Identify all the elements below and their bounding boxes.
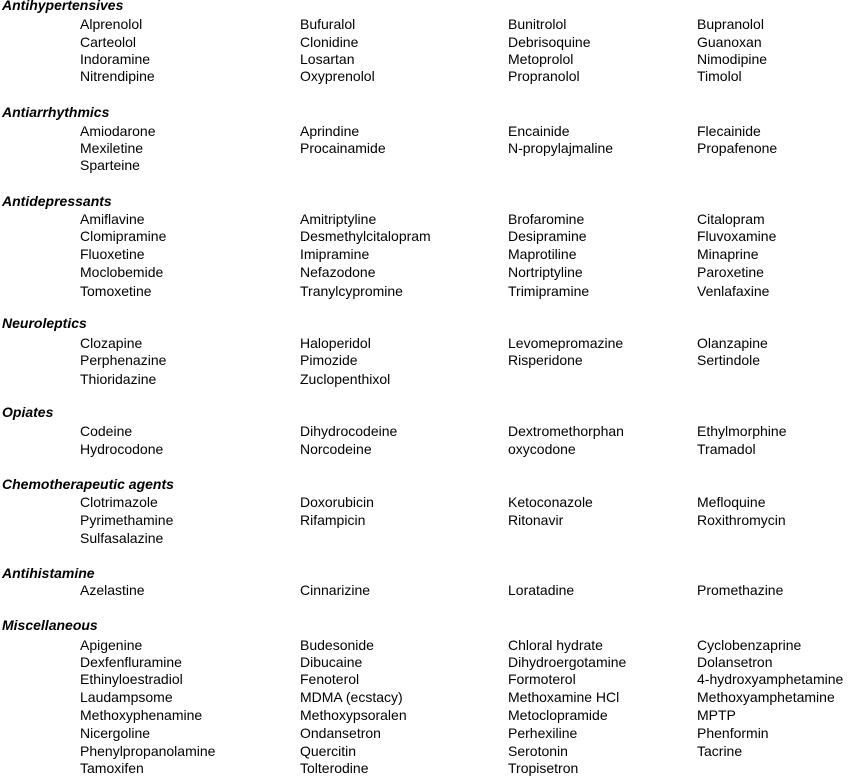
drug-name: Promethazine	[697, 582, 784, 598]
drug-row	[0, 441, 850, 459]
drug-name: Ritonavir	[508, 512, 564, 528]
drug-name: Tomoxetine	[80, 283, 152, 299]
drug-name: Dihydroergotamine	[508, 654, 627, 670]
drug-name: Olanzapine	[697, 335, 768, 351]
section-title: Miscellaneous	[2, 617, 98, 633]
drug-name: Laudampsome	[80, 689, 173, 705]
drug-name: Nitrendipine	[80, 68, 155, 84]
drug-name: Tamoxifen	[80, 760, 144, 776]
drug-name: Fluvoxamine	[697, 228, 777, 244]
drug-name: Phenformin	[697, 725, 769, 741]
drug-name: Apigenine	[80, 637, 143, 653]
drug-name: Fenoterol	[300, 671, 360, 687]
drug-name: Risperidone	[508, 352, 583, 368]
drug-row	[0, 371, 850, 389]
drug-row	[0, 582, 850, 600]
drug-row	[0, 157, 850, 175]
drug-name: Doxorubicin	[300, 494, 374, 510]
drug-name: N-propylajmaline	[508, 140, 614, 156]
drug-name: Flecainide	[697, 123, 761, 139]
drug-name: Ondansetron	[300, 725, 381, 741]
drug-name: Pimozide	[300, 352, 358, 368]
section-title: Antiarrhythmics	[2, 104, 110, 120]
drug-row	[0, 16, 850, 34]
drug-row	[0, 654, 850, 672]
drug-name: Nefazodone	[300, 264, 376, 280]
drug-name: Encainide	[508, 123, 570, 139]
drug-name: Paroxetine	[697, 264, 764, 280]
drug-name: oxycodone	[508, 441, 576, 457]
drug-name: Moclobemide	[80, 264, 164, 280]
drug-row	[0, 283, 850, 301]
drug-name: Alprenolol	[80, 16, 143, 32]
drug-name: Metoprolol	[508, 51, 574, 67]
drug-name: Bufuralol	[300, 16, 356, 32]
drug-name: Nortriptyline	[508, 264, 583, 280]
drug-row	[0, 352, 850, 370]
drug-name: Amiodarone	[80, 123, 156, 139]
drug-name: MPTP	[697, 707, 736, 723]
drug-row	[0, 760, 850, 778]
drug-name: Tolterodine	[300, 760, 369, 776]
drug-row	[0, 123, 850, 141]
drug-row	[0, 423, 850, 441]
drug-name: Maprotiline	[508, 246, 577, 262]
section-title: Antidepressants	[2, 193, 112, 209]
drug-name: Amitriptyline	[300, 211, 377, 227]
drug-name: Loratadine	[508, 582, 575, 598]
drug-name: Dihydrocodeine	[300, 423, 398, 439]
drug-name: Debrisoquine	[508, 34, 591, 50]
section-title: Antihistamine	[2, 565, 95, 581]
drug-name: Dibucaine	[300, 654, 363, 670]
drug-name: Roxithromycin	[697, 512, 786, 528]
drug-name: Mefloquine	[697, 494, 766, 510]
section-title: Chemotherapeutic agents	[2, 476, 174, 492]
drug-name: Pyrimethamine	[80, 512, 174, 528]
drug-name: Haloperidol	[300, 335, 371, 351]
drug-name: Desmethylcitalopram	[300, 228, 431, 244]
drug-name: Codeine	[80, 423, 133, 439]
drug-name: Chloral hydrate	[508, 637, 603, 653]
section-title: Neuroleptics	[2, 315, 87, 331]
drug-row	[0, 246, 850, 264]
drug-name: Methoxyphenamine	[80, 707, 203, 723]
drug-name: Budesonide	[300, 637, 374, 653]
drug-name: Methoxypsoralen	[300, 707, 407, 723]
drug-name: Clomipramine	[80, 228, 167, 244]
drug-row	[0, 140, 850, 158]
drug-name: Rifampicin	[300, 512, 366, 528]
drug-row	[0, 228, 850, 246]
drug-name: Minaprine	[697, 246, 759, 262]
drug-name: Serotonin	[508, 743, 568, 759]
drug-name: Propranolol	[508, 68, 580, 84]
drug-row	[0, 725, 850, 743]
drug-name: Bunitrolol	[508, 16, 567, 32]
drug-row	[0, 671, 850, 689]
drug-row	[0, 264, 850, 282]
drug-name: Citalopram	[697, 211, 765, 227]
drug-row	[0, 494, 850, 512]
drug-name: Guanoxan	[697, 34, 762, 50]
drug-name: Clonidine	[300, 34, 359, 50]
drug-name: Nicergoline	[80, 725, 151, 741]
drug-name: Perphenazine	[80, 352, 167, 368]
drug-row	[0, 637, 850, 655]
drug-name: Azelastine	[80, 582, 145, 598]
drug-name: Procainamide	[300, 140, 386, 156]
drug-name: Hydrocodone	[80, 441, 164, 457]
drug-name: Levomepromazine	[508, 335, 624, 351]
drug-name: Tramadol	[697, 441, 756, 457]
drug-name: Bupranolol	[697, 16, 764, 32]
drug-name: Thioridazine	[80, 371, 157, 387]
drug-name: Phenylpropanolamine	[80, 743, 216, 759]
drug-name: Carteolol	[80, 34, 137, 50]
drug-row	[0, 211, 850, 229]
drug-name: Trimipramine	[508, 283, 590, 299]
drug-name: Quercitin	[300, 743, 357, 759]
drug-name: Sulfasalazine	[80, 530, 164, 546]
drug-name: 4-hydroxyamphetamine	[697, 671, 844, 687]
drug-name: Sparteine	[80, 157, 140, 173]
drug-name: Imipramine	[300, 246, 370, 262]
drug-name: Tropisetron	[508, 760, 579, 776]
drug-name: Ethylmorphine	[697, 423, 787, 439]
drug-name: Tranylcypromine	[300, 283, 403, 299]
drug-name: Clotrimazole	[80, 494, 158, 510]
drug-name: Dextromethorphan	[508, 423, 624, 439]
drug-name: Losartan	[300, 51, 355, 67]
drug-row	[0, 530, 850, 548]
drug-name: Dexfenfluramine	[80, 654, 182, 670]
drug-name: Cyclobenzaprine	[697, 637, 802, 653]
drug-name: Formoterol	[508, 671, 576, 687]
drug-name: Fluoxetine	[80, 246, 145, 262]
drug-row	[0, 707, 850, 725]
drug-name: Amiflavine	[80, 211, 145, 227]
drug-name: Cinnarizine	[300, 582, 371, 598]
drug-name: Timolol	[697, 68, 742, 84]
drug-name: Ketoconazole	[508, 494, 593, 510]
drug-row	[0, 34, 850, 52]
drug-name: Norcodeine	[300, 441, 372, 457]
section-title: Antihypertensives	[2, 0, 124, 13]
drug-name: Sertindole	[697, 352, 761, 368]
drug-name: Zuclopenthixol	[300, 371, 391, 387]
drug-row	[0, 743, 850, 761]
drug-name: MDMA (ecstacy)	[300, 689, 403, 705]
drug-name: Methoxamine HCl	[508, 689, 620, 705]
drug-row	[0, 51, 850, 69]
drug-name: Ethinyloestradiol	[80, 671, 183, 687]
drug-name: Mexiletine	[80, 140, 144, 156]
drug-name: Methoxyamphetamine	[697, 689, 835, 705]
drug-name: Oxyprenolol	[300, 68, 375, 84]
drug-row	[0, 335, 850, 353]
drug-row	[0, 512, 850, 530]
drug-row	[0, 689, 850, 707]
drug-name: Tacrine	[697, 743, 743, 759]
section-title: Opiates	[2, 404, 54, 420]
drug-name: Venlafaxine	[697, 283, 770, 299]
drug-name: Propafenone	[697, 140, 778, 156]
drug-name: Indoramine	[80, 51, 151, 67]
drug-name: Aprindine	[300, 123, 360, 139]
drug-name: Nimodipine	[697, 51, 768, 67]
drug-name: Perhexiline	[508, 725, 578, 741]
drug-name: Metoclopramide	[508, 707, 608, 723]
drug-name: Brofaromine	[508, 211, 585, 227]
drug-name: Clozapine	[80, 335, 143, 351]
drug-name: Dolansetron	[697, 654, 773, 670]
drug-name: Desipramine	[508, 228, 587, 244]
drug-row	[0, 68, 850, 86]
